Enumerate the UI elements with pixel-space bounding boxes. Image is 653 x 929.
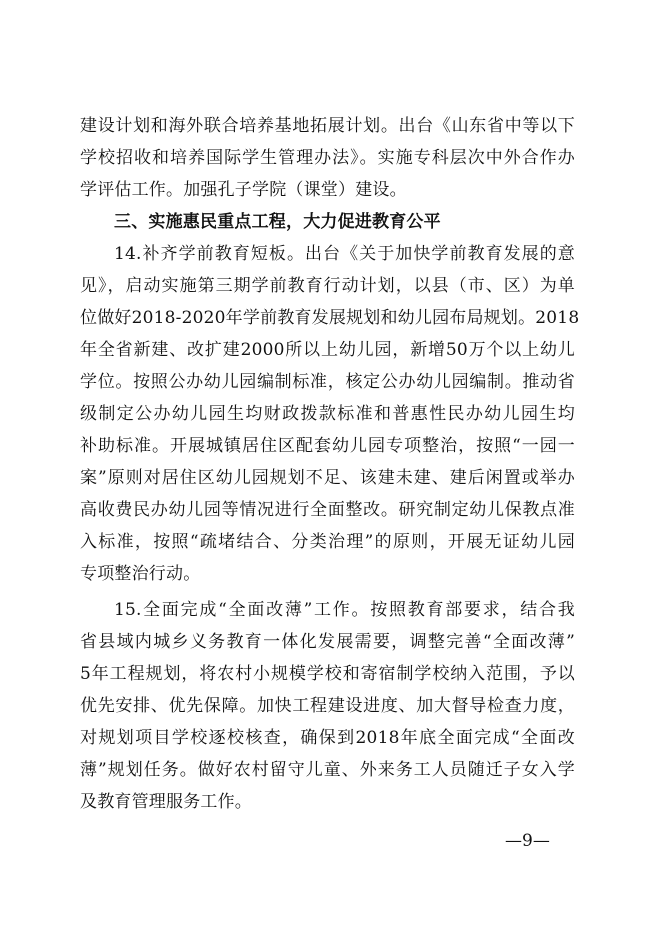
body-text-line: 学校招收和培养国际学生管理办法》。实施专科层次中外合作办 [80,148,575,168]
body-text-line: 入标准，按照“疏堵结合、分类治理”的原则，开展无证幼儿园 [80,532,575,552]
body-text-line: 省县域内城乡义务教育一体化发展需要，调整完善“全面改薄” [80,632,575,652]
page-number: —9— [505,831,550,851]
section-heading: 三、实施惠民重点工程，大力促进教育公平 [114,212,441,232]
body-text-line: 5年工程规划，将农村小规模学校和寄宿制学校纳入范围，予以 [80,664,575,684]
body-text-line: 优先安排、优先保障。加快工程建设进度、加大督导检查力度， [80,696,575,716]
body-text-line: 高收费民办幼儿园等情况进行全面整改。研究制定幼儿保教点准 [80,500,575,520]
body-text-line: 见》，启动实施第三期学前教育行动计划，以县（市、区）为单 [80,276,575,296]
paragraph-14-start: 14.补齐学前教育短板。出台《关于加快学前教育发展的意 [114,244,575,264]
body-text-line: 学位。按照公办幼儿园编制标准，核定公办幼儿园编制。推动省 [80,372,575,392]
body-text-line: 位做好2018-2020年学前教育发展规划和幼儿园布局规划。2018 [80,308,580,328]
body-text-line: 补助标准。开展城镇居住区配套幼儿园专项整治，按照“一园一 [80,436,575,456]
body-text-line: 及教育管理服务工作。 [80,792,252,812]
body-text-line: 对规划项目学校逐校核查，确保到2018年底全面完成“全面改 [80,728,575,748]
body-text-line: 学评估工作。加强孔子学院（课堂）建设。 [80,180,407,200]
body-text-line: 建设计划和海外联合培养基地拓展计划。出台《山东省中等以下 [80,116,575,136]
body-text-line: 案”原则对居住区幼儿园规划不足、该建未建、建后闲置或举办 [80,468,575,488]
paragraph-15-start: 15.全面完成“全面改薄”工作。按照教育部要求，结合我 [114,600,575,620]
body-text-line: 专项整治行动。 [80,564,201,584]
body-text-line: 级制定公办幼儿园生均财政拨款标准和普惠性民办幼儿园生均 [80,404,575,424]
body-text-line: 薄”规划任务。做好农村留守儿童、外来务工人员随迁子女入学 [80,760,575,780]
body-text-line: 年全省新建、改扩建2000所以上幼儿园，新增50万个以上幼儿 [80,340,575,360]
